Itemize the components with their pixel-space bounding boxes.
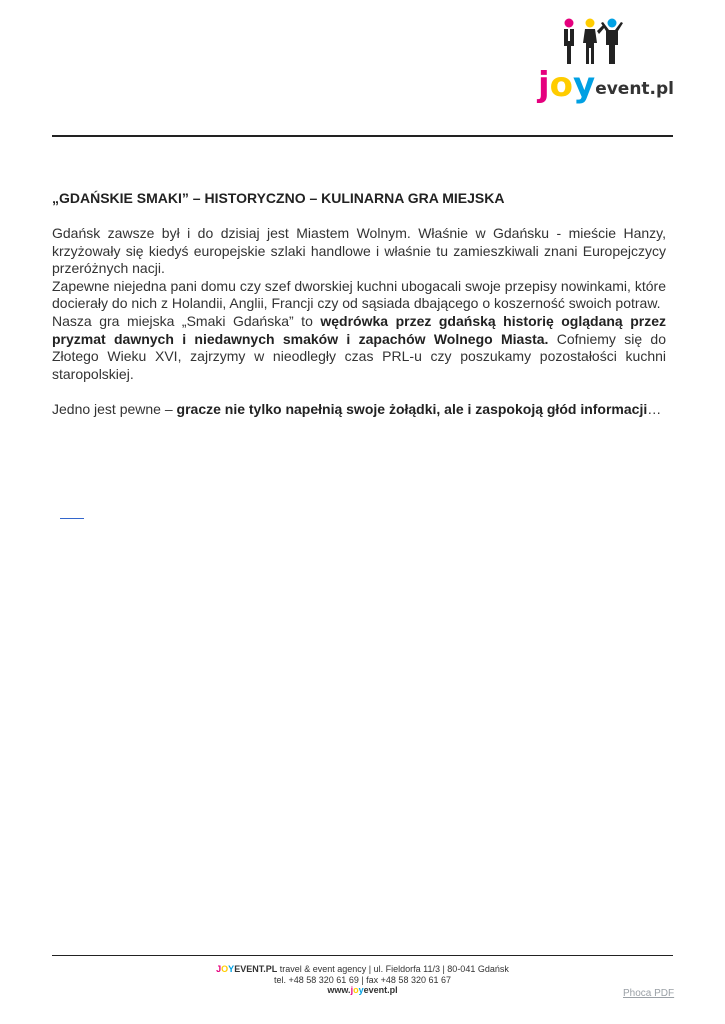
paragraph-4-bold: gracze nie tylko napełnią swoje żołądki, ale i zaspokoją głód informacji [176,401,648,418]
footer-website[interactable] [0,985,725,996]
logo-rest: event.pl [595,79,675,99]
footer-brand-y: Y [228,964,235,974]
footer-web-prefix: www. [327,985,351,995]
phoca-pdf-link[interactable]: Phoca PDF [623,988,675,999]
footer [0,964,725,996]
joyevent-logo [538,18,675,110]
header-divider [52,135,673,137]
paragraph-3-start: Nasza gra miejska „Smaki Gdańska” to [52,312,321,329]
footer-brand-rest: EVENT.PL [234,964,278,974]
paragraph-1: Gdańsk zawsze był i do dzisiaj jest Miastem Wolnym. Właśnie w Gdańsku - mieście Hanzy, krzyżowały się kiedyś europejskie szlaki handlowe i właśnie tu zamieszkiwali znani Europejczycy przeróżnych nacji. [52,225,666,277]
logo-letter-o: o [549,65,574,105]
paragraph-4-end: … [647,401,662,418]
paragraph-3-end: Cofniemy się do Złotego Wieku XVI, zajrzymy w nieodległy czas PRL-u czy poszukamy pozostałości kuchni staropolskiej. [52,330,666,382]
paragraph-4 [52,401,666,419]
footer-brand-j: J [216,964,222,974]
logo-letter-j: j [538,65,550,105]
article [52,189,666,419]
logo-wordmark [538,65,675,105]
people-group-icon [560,18,630,66]
paragraph-4-start: Jedno jest pewne – [52,401,177,418]
article-title: „GDAŃSKIE SMAKI” – HISTORYCZNO – KULINARNA GRA MIEJSKA [52,190,505,206]
footer-brand-o: O [221,964,229,974]
footer-web-y: y [358,985,364,995]
paragraph-3 [52,313,666,383]
footer-web-rest: event.pl [363,985,398,995]
footer-web-j: j [350,985,354,995]
logo-letter-y: y [573,65,596,105]
footer-address: travel & event agency | ul. Fieldorfa 11/3 | 80-041 Gdańsk [277,964,509,974]
paragraph-2: Zapewne niejedna pani domu czy szef dworskiej kuchni ubogacali swoje przepisy nowinkami, które docierały do nich z Holandii, Anglii, Francji czy od sąsiada dbającego o koszerność swoich potraw. [52,277,666,312]
paragraph-3-bold: wędrówka przez gdańską historię oglądaną przez pryzmat dawnych i niedawnych smaków i zapachów Wolnego Miasta. [52,312,667,347]
footer-divider [52,955,673,956]
footer-line-2: tel. +48 58 320 61 69 | fax +48 58 320 61 67 [274,974,451,985]
footer-web-o: o [353,985,359,995]
footer-line-1 [0,964,725,975]
empty-link[interactable] [60,518,84,519]
